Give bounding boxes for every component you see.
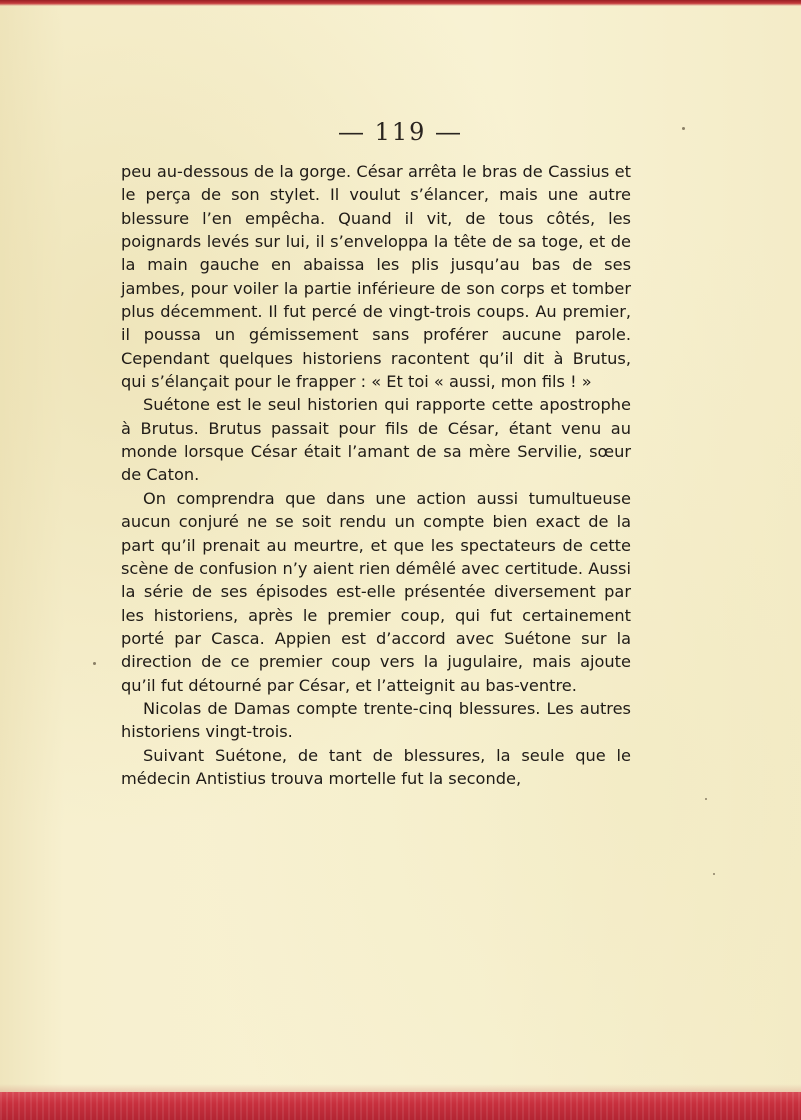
paper-speck — [705, 798, 707, 800]
paragraph-conjures: On comprendra que dans une action aussi tumultueuse aucun conjuré ne se soit rendu un compte bien exact de la part qu’il prenait au meurtre, et que les spectateurs de cette scène de confusion n’y aient rien démêlé avec certitude. Aussi la série de ses épisodes est-elle présentée diversement par les historiens, après le premier coup, qui fut certainement porté par Casca. Appien est d’accord avec Suétone sur la direction de ce premier coup vers la jugulaire, mais ajoute qu’il fut détourné par César, et l’atteignit au bas-ventre. — [121, 488, 631, 695]
paragraph-continuation: peu au-dessous de la gorge. César arrêta le bras de Cassius et le perça de son stylet. Il voulut s’élancer, mais une autre blessure l’en empêcha. Quand il vit, de tous côtés, les poignards levés sur lui, il s’enveloppa la tête de sa toge, et de la main gauche en abaissa les plis jusqu’au bas de ses jambes, pour voiler la partie inférieure de son corps et tomber plus décemment. Il fut percé de vingt-trois coups. Au premier, il poussa un gémissement sans proférer aucune parole. Cependant quelques historiens racontent qu’il dit à Brutus, qui s’élançait pour le frapper : « Et toi « aussi, mon fils ! » — [121, 162, 631, 392]
page-number-dash-left: — — [338, 119, 365, 146]
paragraph-suetone: Suétone est le seul historien qui rapporte cette apostrophe à Brutus. Brutus passait pour fils de César, étant venu au monde lorsque César était l’amant de sa mère Servilie, sœur de Caton. — [121, 395, 631, 485]
paper-speck — [93, 662, 96, 665]
top-page-edge — [0, 0, 801, 6]
paper-speck — [682, 127, 685, 130]
page-number-dash-right: — — [436, 119, 463, 146]
body-text — [121, 160, 631, 790]
paragraph-antistius: Suivant Suétone, de tant de blessures, la seule que le médecin Antistius trouva mortelle fut la seconde, — [121, 745, 631, 788]
page-number: 119 — [374, 118, 427, 146]
page-number-header — [0, 118, 801, 147]
paper-speck — [713, 873, 715, 875]
bottom-page-edge — [0, 1092, 801, 1120]
paragraph-nicolas: Nicolas de Damas compte trente-cinq blessures. Les autres historiens vingt-trois. — [121, 698, 631, 742]
